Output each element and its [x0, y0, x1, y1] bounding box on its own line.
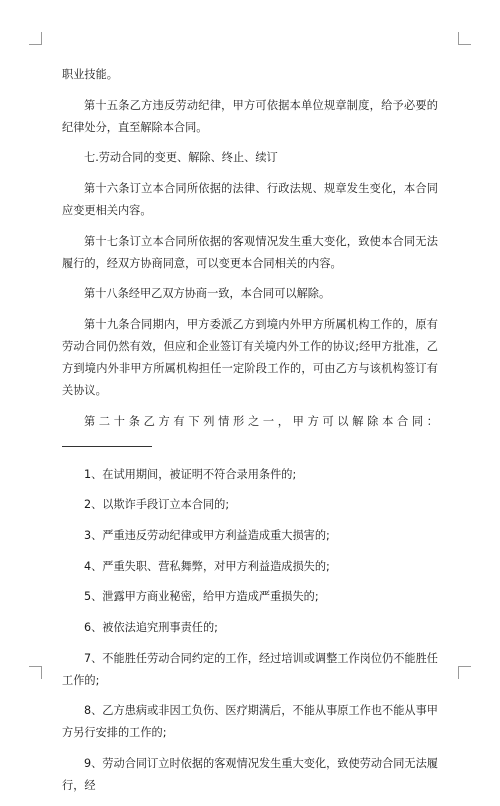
paragraph: [62, 411, 438, 455]
list-item: [62, 617, 438, 639]
list-item: [62, 556, 438, 578]
fill-in-blank-line[interactable]: [62, 434, 152, 447]
list-item-text: 6、被依法追究刑事责任的;: [84, 620, 218, 634]
paragraph-text: 第十五条乙方违反劳动纪律，甲方可依据本单位规章制度，给予必要的纪律处分，直至解除本合同。: [62, 98, 438, 134]
crop-mark-top-left: [29, 32, 42, 45]
list-item: [62, 586, 438, 608]
section-heading: [62, 147, 438, 169]
crop-mark-bottom-right: [458, 666, 471, 679]
document-body: [62, 64, 438, 806]
crop-mark-bottom-left: [29, 666, 42, 679]
paragraph: [62, 231, 438, 275]
list-item-text: 3、严重违反劳动纪律或甲方利益造成重大损害的;: [84, 528, 330, 542]
paragraph-text: 第十九条合同期内，甲方委派乙方到境内外甲方所属机构工作的，原有劳动合同仍然有效，但应和企业签订有关境内外工作的协议;经甲方批准，乙方到境内外非甲方所属机构担任一定阶段工作的，可由乙方与该机构签订有关协议。: [62, 318, 438, 398]
paragraph-text: 第十七条订立本合同所依据的客观情况发生重大变化，致使本合同无法履行的，经双方协商同意，可以变更本合同相关的内容。: [62, 234, 438, 270]
list-item-text: 2、以欺诈手段订立本合同的;: [84, 498, 230, 512]
paragraph-text: 职业技能。: [62, 68, 118, 81]
list-item-text: 4、严重失职、营私舞弊，对甲方利益造成损失的;: [84, 559, 330, 573]
list-item: [62, 648, 438, 692]
paragraph: [62, 95, 438, 139]
paragraph: [62, 64, 438, 86]
list-item: [62, 753, 438, 797]
paragraph-text: 第二十条乙方有下列情形之一，甲方可以解除本合同：: [84, 414, 438, 428]
paragraph-text: 第十六条订立本合同所依据的法律、行政法规、规章发生变化，本合同应变更相关内容。: [62, 182, 438, 218]
paragraph: [62, 283, 438, 305]
list-item-text: 9、劳动合同订立时依据的客观情况发生重大变化，致使劳动合同无法履行，经: [62, 757, 438, 792]
paragraph-text: 第十八条经甲乙双方协商一致，本合同可以解除。: [84, 287, 331, 301]
list-item-text: 8、乙方患病或非因工负伤、医疗期满后，不能从事原工作也不能从事甲方另行安排的工作的;: [62, 704, 438, 740]
list-item-text: 7、不能胜任劳动合同约定的工作，经过培训或调整工作岗位仍不能胜任工作的;: [62, 651, 438, 687]
list-item: [62, 464, 438, 486]
list-item-text: 5、泄露甲方商业秘密，给甲方造成严重损失的;: [84, 590, 319, 604]
list-item: [62, 494, 438, 516]
paragraph: [62, 178, 438, 222]
paragraph: [62, 314, 438, 402]
list-item: [62, 525, 438, 547]
crop-mark-top-right: [458, 32, 471, 45]
list-item-text: 1、在试用期间，被证明不符合录用条件的;: [84, 467, 297, 481]
paragraph-text: 七.劳动合同的变更、解除、终止、续订: [84, 151, 278, 165]
